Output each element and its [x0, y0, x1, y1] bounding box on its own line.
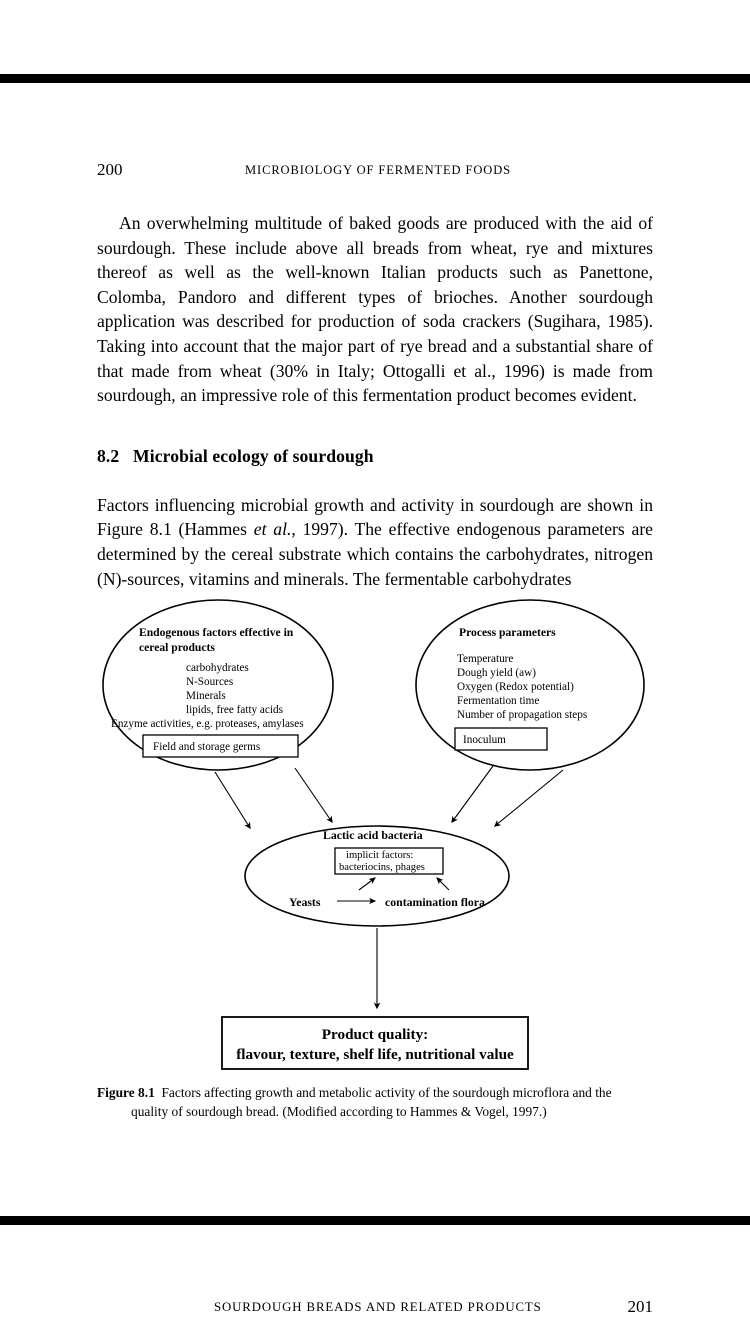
endogenous-item-0: carbohydrates	[186, 662, 249, 674]
page-footer	[97, 1297, 653, 1324]
process-item-0: Temperature	[457, 653, 514, 665]
section-number: 8.2	[97, 445, 120, 466]
page-number-bottom: 201	[627, 1297, 653, 1316]
yeasts-label: Yeasts	[289, 895, 321, 909]
implicit-factors-line2: bacteriocins, phages	[339, 862, 425, 873]
endogenous-item-enzymes: Enzyme activities, e.g. proteases, amylases	[111, 718, 304, 730]
top-black-rule	[0, 74, 750, 83]
paragraph-ecology	[97, 493, 653, 591]
process-item-1: Dough yield (aw)	[457, 667, 536, 679]
figure-caption	[97, 1083, 653, 1121]
process-item-3: Fermentation time	[457, 695, 540, 707]
endogenous-header-line2: cereal products	[139, 641, 215, 654]
section-title: Microbial ecology of sourdough	[133, 445, 374, 466]
footer-title: SOURDOUGH BREADS AND RELATED PRODUCTS	[214, 1300, 542, 1314]
figure-caption-line2: quality of sourdough bread. (Modified according to Hammes & Vogel, 1997.)	[131, 1104, 547, 1119]
running-head-title: MICROBIOLOGY OF FERMENTED FOODS	[245, 163, 511, 177]
paragraph-ecology-part1: Factors influencing microbial growth and activity in sourdough are shown in Figure 8.1 (Hammes	[97, 494, 653, 540]
arrow-endogenous-to-lab-left	[215, 772, 250, 828]
product-quality-line2: flavour, texture, shelf life, nutritional value	[236, 1046, 514, 1063]
arrow-process-to-lab-left	[452, 766, 493, 822]
process-item-4: Number of propagation steps	[457, 709, 588, 721]
field-storage-germs-label: Field and storage germs	[153, 741, 261, 753]
product-quality-line1: Product quality:	[321, 1026, 429, 1043]
bottom-black-rule	[0, 1216, 750, 1225]
arrow-endogenous-to-lab-right	[295, 768, 332, 822]
endogenous-item-2: Minerals	[186, 690, 226, 702]
figure-caption-label: Figure 8.1	[97, 1085, 155, 1100]
page-number-top: 200	[97, 160, 123, 179]
lactic-acid-bacteria-label: Lactic acid bacteria	[323, 828, 423, 842]
endogenous-item-1: N-Sources	[186, 676, 234, 688]
figure-8-1	[97, 590, 653, 1080]
running-head	[97, 155, 653, 183]
paragraph-ecology-part2: , 1997). The effective endogenous parameters are determined by the cereal substrate which contains the carbohydrates, nitrogen (N)-sources, vitamins and minerals. The fermentable carbohydrates	[97, 519, 653, 589]
process-item-2: Oxygen (Redox potential)	[457, 681, 574, 693]
contamination-flora-label: contamination flora	[385, 895, 485, 909]
implicit-factors-line1: implicit factors:	[346, 850, 414, 861]
arrow-yeasts-to-implicit	[359, 878, 375, 890]
section-heading	[97, 446, 653, 467]
inoculum-label: Inoculum	[463, 734, 506, 746]
endogenous-item-3: lipids, free fatty acids	[186, 704, 283, 716]
endogenous-header-line1: Endogenous factors effective in	[139, 626, 294, 639]
paragraph-intro: An overwhelming multitude of baked goods are produced with the aid of sourdough. These include above all breads from wheat, rye and mixtures thereof as well as the well-known Italian products such as Panettone, Colomba, Pandoro and different types of brioches. Another sourdough application was described for production of soda crackers (Sugihara, 1985). Taking into account that the major part of rye bread and a substantial share of that made from wheat (30% in Italy; Ottogalli et al., 1996) is made from sourdough, an impressive role of this fermentation product becomes evident.	[97, 213, 653, 406]
arrow-process-to-lab-right	[495, 770, 563, 826]
process-parameters-header: Process parameters	[459, 626, 556, 639]
text-column	[97, 155, 653, 591]
paragraph-ecology-italic: et al.	[253, 519, 292, 540]
arrow-contamination-to-implicit	[437, 878, 449, 890]
figure-caption-line1: Factors affecting growth and metabolic activity of the sourdough microflora and the	[161, 1085, 612, 1100]
